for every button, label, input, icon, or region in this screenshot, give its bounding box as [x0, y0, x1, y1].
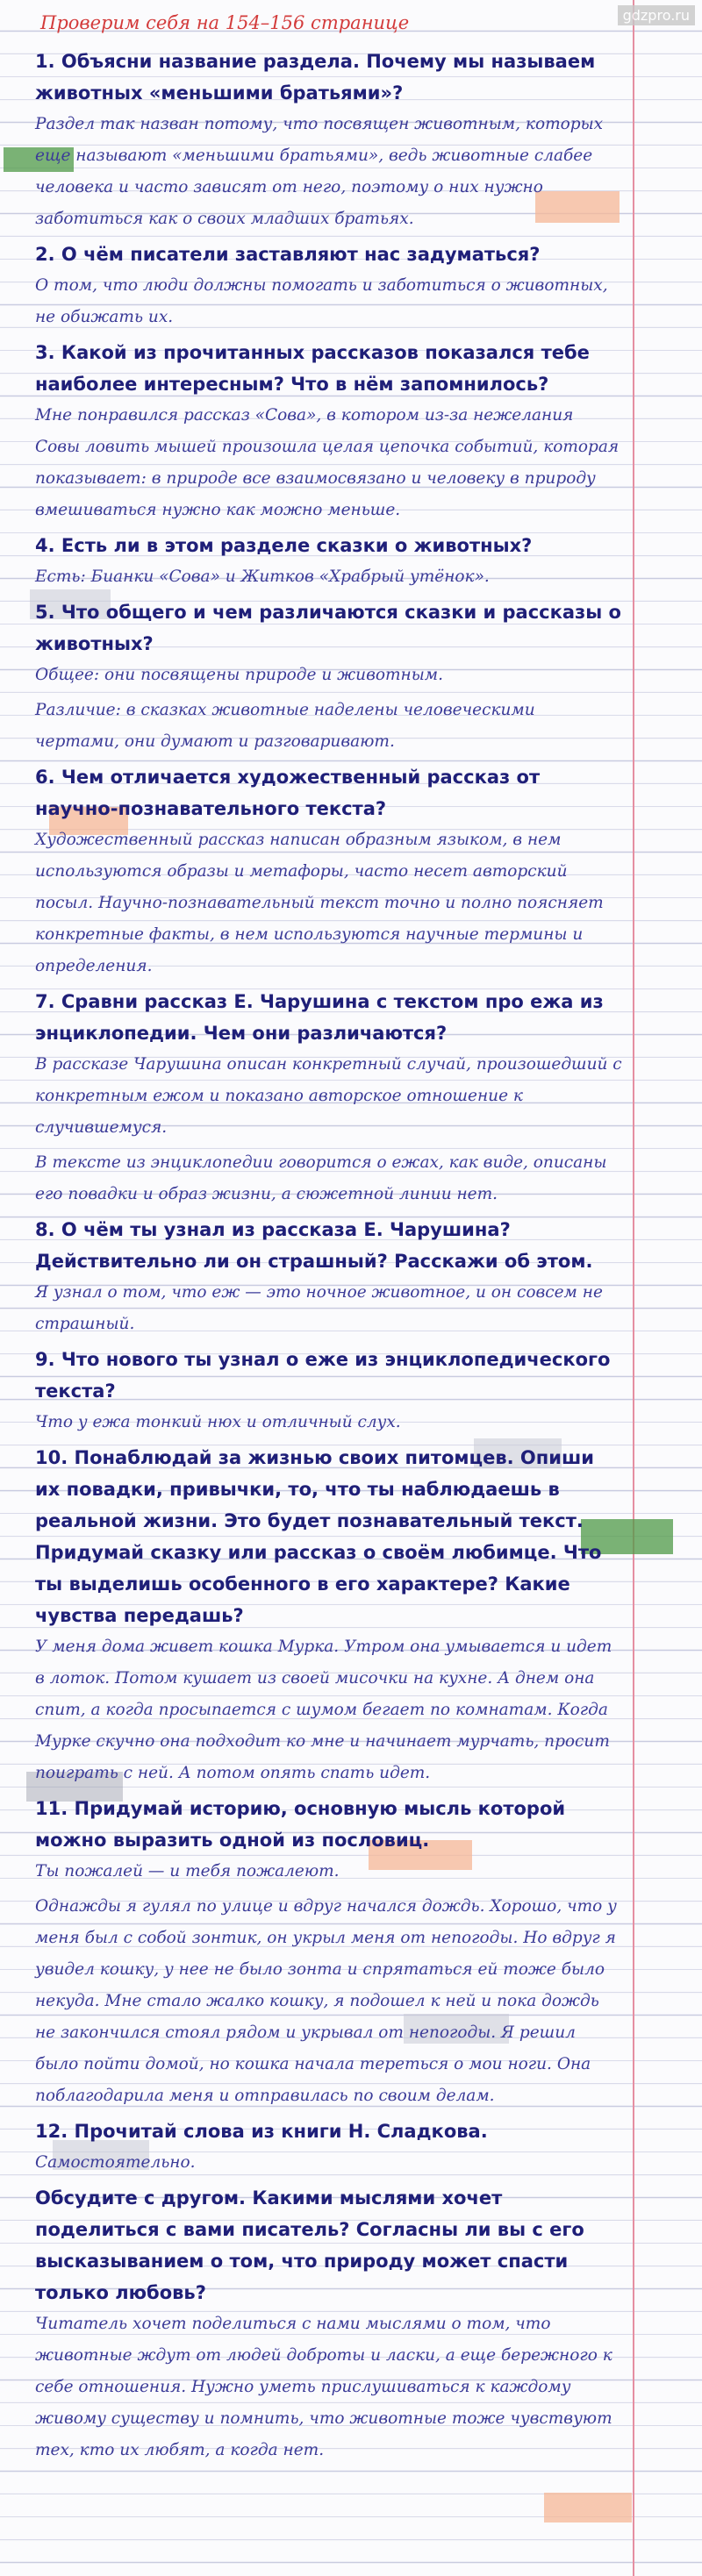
question-text: 8. О чём ты узнал из рассказа Е. Чарушина? Действительно ли он страшный? Расскажи об этом.: [35, 1219, 593, 1272]
highlight-marker: [544, 2493, 632, 2522]
question-text: Обсудите с другом. Какими мыслями хочет поделиться с вами писатель? Согласны ли вы с его высказыванием о том, что природу может спасти только любовь?: [35, 2187, 584, 2303]
worksheet-content: [35, 12, 623, 2470]
answer-text: У меня дома живет кошка Мурка. Утром она умывается и идет в лоток. Потом кушает из своей мисочки на кухне. А днем она спит, а когда просыпается с шумом бегает по комнатам. Когда Мурке скучно она подходит ко мне и начинает мурчать, просит поиграть с ней. А потом опять спать идет.: [35, 1638, 612, 1782]
margin-line: [633, 0, 634, 2576]
answer-text: Самостоятельно.: [35, 2153, 196, 2172]
watermark: gdzpro.ru: [618, 5, 695, 25]
answer-text: Читатель хочет поделиться с нами мыслями о том, что животные ждут от людей доброты и ласки, а еще бережного к себе отношения. Нужно уметь прислушиваться к каждому живому существу и помнить, что животные тоже чувствуют тех, кто их любят, а когда нет.: [35, 2315, 612, 2459]
question-text: 6. Чем отличается художественный рассказ от научно-познавательного текста?: [35, 767, 541, 819]
page-title: Проверим себя на 154–156 странице: [40, 12, 410, 33]
answer-text: Раздел так назван потому, что посвящен животным, которых еще называют «меньшими братьями», ведь животные слабее человека и часто зависят от него, поэтому о них нужно заботиться как о своих младших братьях.: [35, 115, 604, 228]
answer-text: В рассказе Чарушина описан конкретный случай, произошедший с конкретным ежом и показано авторское отношение к случившемуся.: [35, 1055, 622, 1137]
question-text: 3. Какой из прочитанных рассказов показался тебе наиболее интересным? Что в нём запомнилось?: [35, 342, 590, 395]
question-text: 9. Что нового ты узнал о еже из энциклопедического текста?: [35, 1349, 611, 1402]
question-text: 4. Есть ли в этом разделе сказки о животных?: [35, 535, 533, 556]
answer-text: Ты пожалей — и тебя пожалеют.: [35, 1862, 340, 1880]
question-text: 11. Придумай историю, основную мысль которой можно выразить одной из пословиц.: [35, 1798, 566, 1851]
answer-text: Есть: Бианки «Сова» и Житков «Храбрый утёнок».: [35, 567, 490, 586]
question-text: 7. Сравни рассказ Е. Чарушина с текстом про ежа из энциклопедии. Чем они различаются?: [35, 991, 604, 1044]
answer-text: Мне понравился рассказ «Сова», в котором из-за нежелания Совы ловить мышей произошла целая цепочка событий, которая показывает: в природе все взаимосвязано и человеку в природу вмешиваться нужно как можно меньше.: [35, 406, 620, 519]
question-text: Придумай сказку или рассказ о своём любимце. Что ты выделишь особенного в его характере? Какие чувства передашь?: [35, 1542, 602, 1626]
answer-text: Художественный рассказ написан образным языком, в нем используются образы и метафоры, часто несет авторский посыл. Научно-познавательный текст точно и полно поясняет конкретные факты, в нем используются научные термины и определения.: [35, 831, 604, 975]
question-text: 12. Прочитай слова из книги Н. Сладкова.: [35, 2121, 488, 2142]
question-text: 10. Понаблюдай за жизнью своих питомцев. Опиши их повадки, привычки, то, что ты наблюдаешь в реальной жизни. Это будет познавательный текст.: [35, 1447, 595, 1531]
answer-text: Что у ежа тонкий нюх и отличный слух.: [35, 1413, 401, 1431]
qa-list: [35, 46, 623, 2466]
answer-text: Однажды я гулял по улице и вдруг начался дождь. Хорошо, что у меня был с собой зонтик, он укрыл меня от непогоды. Но вдруг я увидел кошку, у нее не было зонта и спрятаться ей тоже было некуда. Мне стало жалко кошку, я подошел к ней и пока дождь не закончился стоял рядом и укрывал от непогоды. Я решил было пойти домой, но кошка начала тереться о мои ноги. Она поблагодарила меня и отправилась по своим делам.: [35, 1897, 617, 2105]
answer-text: О том, что люди должны помогать и заботиться о животных, не обижать их.: [35, 276, 608, 326]
answer-text: Общее: они посвящены природе и животным.: [35, 666, 444, 684]
question-text: 5. Что общего и чем различаются сказки и рассказы о животных?: [35, 602, 621, 654]
answer-text: В тексте из энциклопедии говорится о ежах, как виде, описаны его повадки и образ жизни, а сюжетной линии нет.: [35, 1153, 607, 1203]
question-text: 1. Объясни название раздела. Почему мы называем животных «меньшими братьями»?: [35, 51, 596, 103]
question-text: 2. О чём писатели заставляют нас задуматься?: [35, 244, 541, 265]
answer-text: Различие: в сказках животные наделены человеческими чертами, они думают и разговаривают.: [35, 701, 535, 751]
answer-text: Я узнал о том, что еж — это ночное животное, и он совсем не страшный.: [35, 1283, 603, 1333]
